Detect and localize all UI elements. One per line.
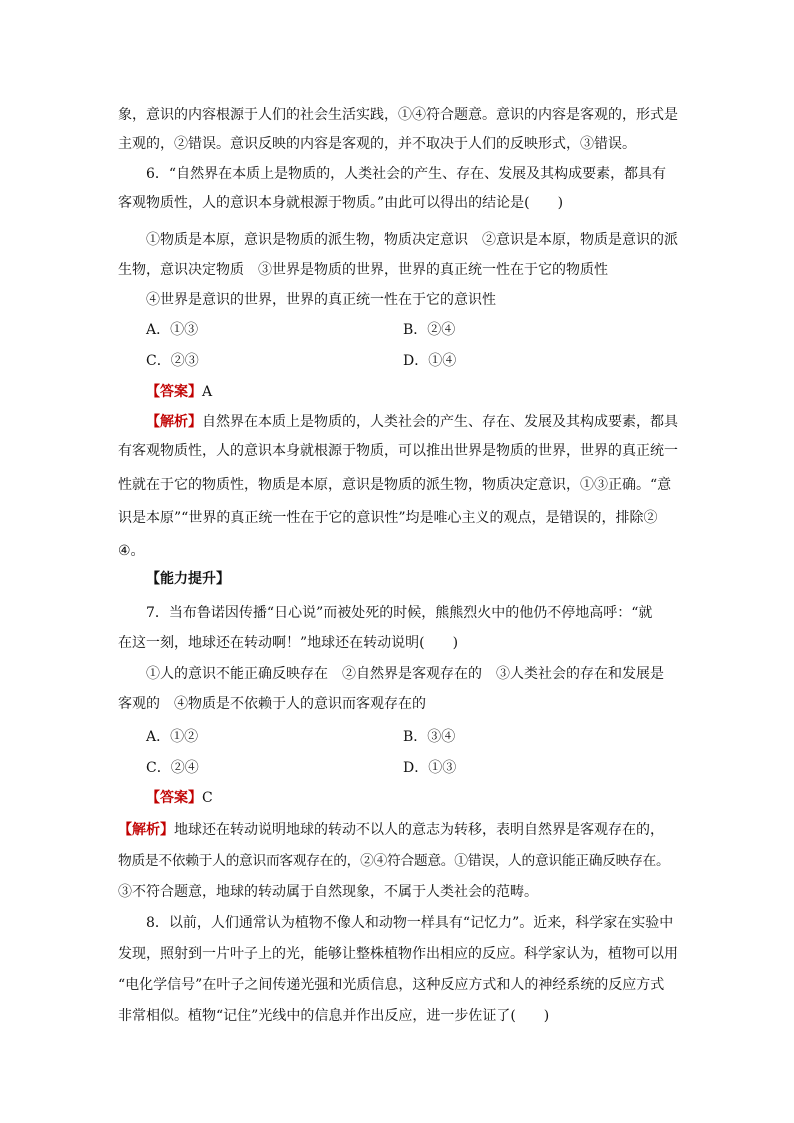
q7-statement-line: 客观的 ④物质是不依赖于人的意识而客观存在的: [118, 696, 426, 712]
q7-option-c: C．②④: [146, 760, 199, 776]
q6-option-b: B．②④: [403, 322, 456, 338]
q6-stem-line: 6．“自然界在本质上是物质的，人类社会的产生、存在、发展及其构成要素，都具有: [146, 166, 667, 182]
answer-tag: 【答案】: [146, 384, 202, 400]
q8-stem-line: 非常相似。植物“记住”光线中的信息并作出反应，进一步佐证了( ): [118, 1008, 550, 1024]
analysis-text: 自然界在本质上是物质的，人类社会的产生、存在、发展及其构成要素，都具: [202, 414, 678, 430]
q8-stem-line: “电化学信号”在叶子之间传递光强和光质信息，这种反应方式和人的神经系统的反应方式: [118, 977, 665, 993]
q8-stem-line: 8．以前，人们通常认为植物不像人和动物一样具有“记忆力”。近来，科学家在实验中: [146, 915, 674, 931]
q7-analysis-line: 物质是不依赖于人的意识而客观存在的，②④符合题意。①错误，人的意识能正确反映存在。: [118, 853, 670, 869]
q6-analysis-line: ④。: [118, 543, 145, 559]
q6-stem-line: 客观物质性，人的意识本身就根源于物质。”由此可以得出的结论是( ): [118, 195, 564, 211]
q7-option-a: A．①②: [146, 729, 199, 745]
answer-value: A: [202, 384, 213, 400]
q6-analysis-line: 性就在于它的物质性，物质是本原，意识是物质的派生物，物质决定意识，①③正确。“意: [118, 477, 672, 493]
q6-analysis-line: [146, 412, 678, 432]
analysis-text: 地球还在转动说明地球的转动不以人的意志为转移，表明自然界是客观存在的，: [174, 822, 664, 838]
q6-statement-line: ①物质是本原，意识是物质的派生物，物质决定意识 ②意识是本原，物质是意识的派: [146, 232, 678, 248]
q7-answer: [146, 788, 678, 808]
q6-statement-line: 生物，意识决定物质 ③世界是物质的世界，世界的真正统一性在于它的物质性: [118, 262, 608, 278]
q6-option-d: D．①④: [403, 353, 457, 369]
q8-stem-line: 发现，照射到一片叶子上的光，能够让整株植物作出相应的反应。科学家认为，植物可以用: [118, 946, 678, 962]
q7-statement-line: ①人的意识不能正确反映存在 ②自然界是客观存在的 ③人类社会的存在和发展是: [146, 666, 664, 682]
q6-option-c: C．②③: [146, 353, 199, 369]
q7-stem-line: 7．当布鲁诺因传播“日心说”而被处死的时候，熊熊烈火中的他仍不停地高呼：“就: [146, 605, 653, 621]
q6-analysis-line: 有客观物质性，人的意识本身就根源于物质，可以推出世界是物质的世界，世界的真正统一: [118, 443, 678, 459]
analysis-tag: 【解析】: [118, 822, 174, 838]
q7-option-d: D．①③: [403, 760, 457, 776]
section-title: 【能力提升】: [146, 571, 230, 587]
q6-statement-line: ④世界是意识的世界，世界的真正统一性在于它的意识性: [146, 292, 496, 308]
q6-answer: [146, 382, 678, 402]
q7-option-b: B．③④: [403, 729, 456, 745]
paragraph-line: 主观的，②错误。意识反映的内容是客观的，并不取决于人们的反映形式，③错误。: [118, 136, 636, 152]
q7-analysis-line: [118, 820, 678, 840]
q7-stem-line: 在这一刻，地球还在转动啊！”地球还在转动说明( ): [118, 635, 459, 651]
answer-value: C: [202, 790, 213, 806]
answer-tag: 【答案】: [146, 790, 202, 806]
analysis-tag: 【解析】: [146, 414, 202, 430]
q6-analysis-line: 识是本原”“世界的真正统一性在于它的意识性”均是唯心主义的观点，是错误的，排除②: [118, 510, 658, 526]
q6-option-a: A．①③: [146, 322, 199, 338]
q7-analysis-line: ③不符合题意，地球的转动属于自然现象，不属于人类社会的范畴。: [118, 884, 538, 900]
paragraph-line: 象，意识的内容根源于人们的社会生活实践，①④符合题意。意识的内容是客观的，形式是: [118, 107, 678, 123]
